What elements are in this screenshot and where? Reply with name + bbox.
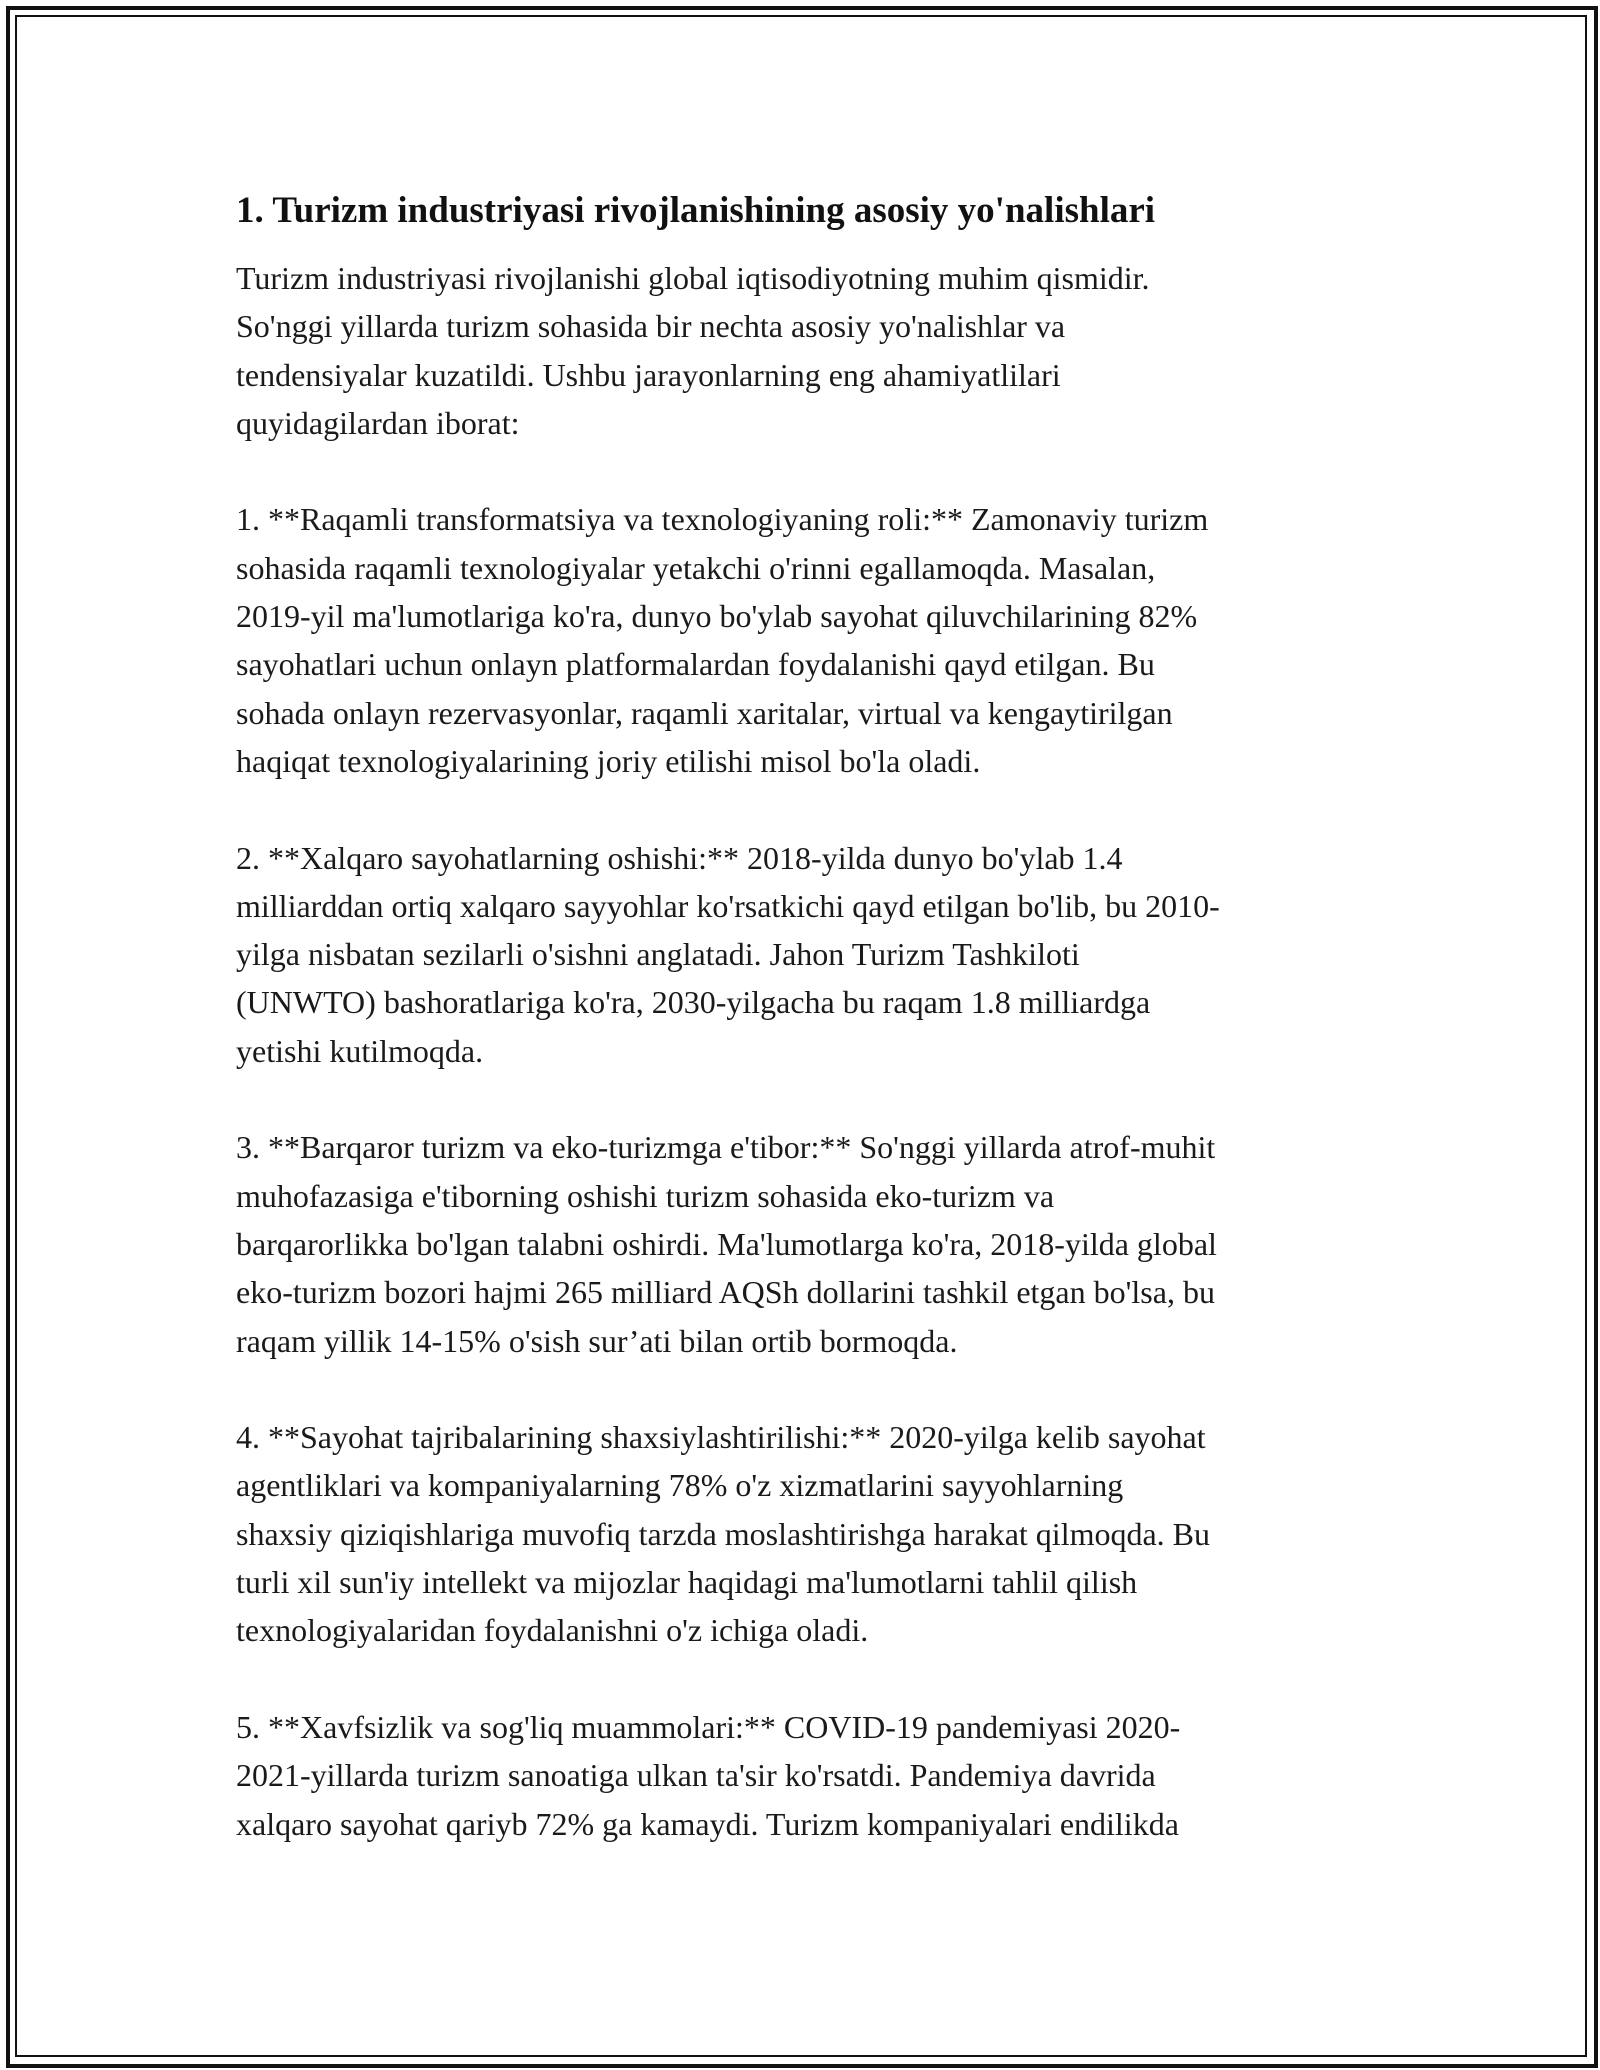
item-line: sohada onlayn rezervasyonlar, raqamli xaritalar, virtual va kengaytirilgan (236, 694, 1173, 731)
item-line: 2021-yillarda turizm sanoatiga ulkan ta'sir ko'rsatdi. Pandemiya davrida (236, 1757, 1156, 1794)
intro-line: So'nggi yillarda turizm sohasida bir nechta asosiy yo'nalishlar va (236, 308, 1066, 345)
item-line: yetishi kutilmoqda. (236, 1032, 484, 1069)
item-line: (UNWTO) bashoratlariga ko'ra, 2030-yilgacha bu raqam 1.8 milliardga (236, 984, 1151, 1021)
item-line: 4. **Sayohat tajribalarining shaxsiylashtirilishi:** 2020-yilga kelib sayohat (236, 1419, 1206, 1456)
item-line: turli xil sun'iy intellekt va mijozlar haqidagi ma'lumotlarni tahlil qilish (236, 1564, 1138, 1601)
item-line: yilga nisbatan sezilarli o'sishni anglatadi. Jahon Turizm Tashkiloti (236, 936, 1080, 973)
intro-line: tendensiyalar kuzatildi. Ushbu jarayonlarning eng ahamiyatlilari (236, 356, 1061, 393)
item-line: 2019-yil ma'lumotlariga ko'ra, dunyo bo'ylab sayohat qiluvchilarining 82% (236, 598, 1198, 635)
item-line: 2. **Xalqaro sayohatlarning oshishi:** 2018-yilda dunyo bo'ylab 1.4 (236, 839, 1123, 876)
item-line: xalqaro sayohat qariyb 72% ga kamaydi. Turizm kompaniyalari endilikda (236, 1805, 1179, 1842)
item-line: haqiqat texnologiyalarining joriy etilishi misol bo'la oladi. (236, 742, 981, 779)
list-item-5 (236, 1703, 1376, 1848)
item-line: sohasida raqamli texnologiyalar yetakchi o'rinni egallamoqda. Masalan, (236, 549, 1156, 586)
section-heading: 1. Turizm industriyasi rivojlanishining asosiy yo'nalishlari (236, 190, 1156, 231)
intro-paragraph (236, 254, 1376, 447)
item-line: shaxsiy qiziqishlariga muvofiq tarzda moslashtirishga harakat qilmoqda. Bu (236, 1515, 1211, 1552)
document-body (236, 186, 1376, 1848)
list-item-3 (236, 1123, 1376, 1364)
item-line: sayohatlari uchun onlayn platformalardan foydalanishi qayd etilgan. Bu (236, 646, 1155, 683)
item-line: eko-turizm bozori hajmi 265 milliard AQSh dollarini tashkil etgan bo'lsa, bu (236, 1274, 1215, 1311)
item-line: 1. **Raqamli transformatsiya va texnologiyaning roli:** Zamonaviy turizm (236, 501, 1209, 538)
item-line: 3. **Barqaror turizm va eko-turizmga e'tibor:** So'nggi yillarda atrof-muhit (236, 1129, 1216, 1166)
item-line: barqarorlikka bo'lgan talabni oshirdi. Ma'lumotlarga ko'ra, 2018-yilda global (236, 1225, 1217, 1262)
item-line: 5. **Xavfsizlik va sog'liq muammolari:** COVID-19 pandemiyasi 2020- (236, 1708, 1181, 1745)
item-line: agentliklari va kompaniyalarning 78% o'z xizmatlarini sayyohlarning (236, 1467, 1124, 1504)
list-item-1 (236, 495, 1376, 785)
item-line: texnologiyalaridan foydalanishni o'z ichiga oladi. (236, 1612, 869, 1649)
list-item-2 (236, 834, 1376, 1075)
list-item-4 (236, 1413, 1376, 1654)
intro-line: Turizm industriyasi rivojlanishi global iqtisodiyotning muhim qismidir. (236, 260, 1150, 296)
item-line: milliarddan ortiq xalqaro sayyohlar ko'rsatkichi qayd etilgan bo'lib, bu 2010- (236, 887, 1220, 924)
item-line: muhofazasiga e'tiborning oshishi turizm sohasida eko-turizm va (236, 1177, 1055, 1214)
item-line: raqam yillik 14-15% o'sish sur’ati bilan ortib bormoqda. (236, 1322, 958, 1359)
intro-line: quyidagilardan iborat: (236, 404, 520, 441)
